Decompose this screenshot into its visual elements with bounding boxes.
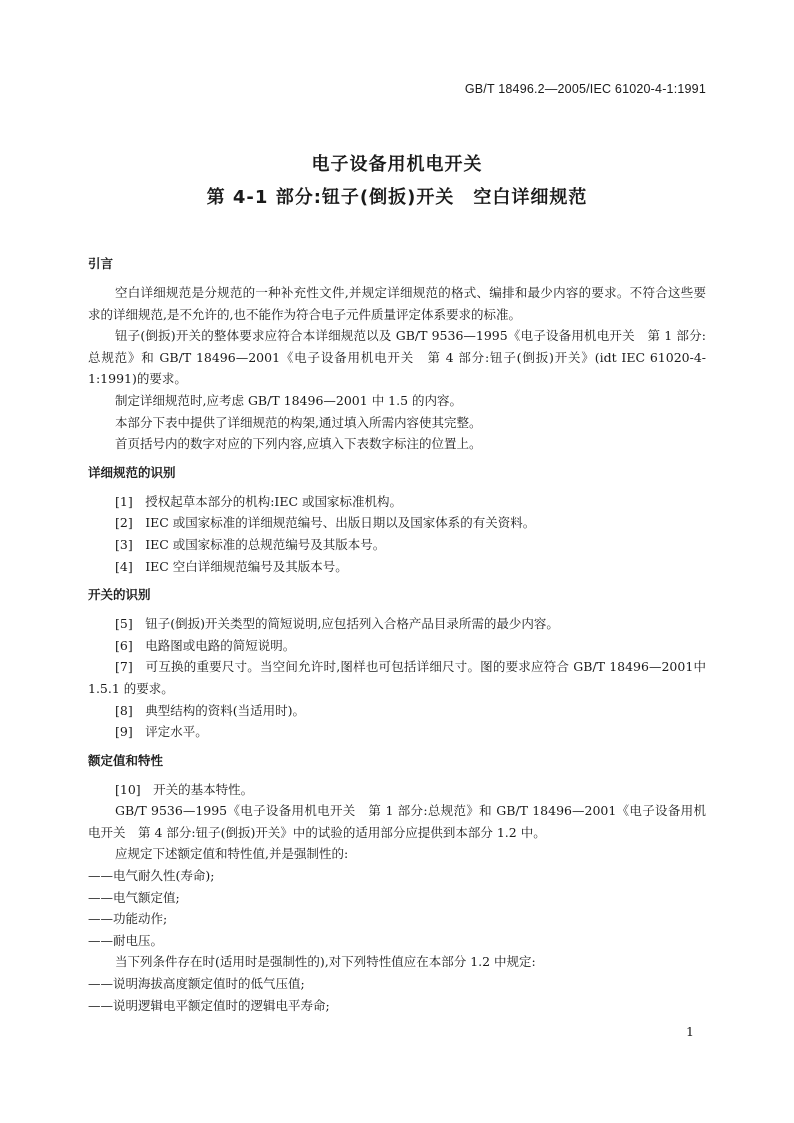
list-item: [1] 授权起草本部分的机构:IEC 或国家标准机构。 — [115, 493, 403, 509]
list-item: [3] IEC 或国家标准的总规范编号及其版本号。 — [115, 536, 386, 552]
section-heading-intro: 引言 — [88, 256, 114, 271]
intro-paragraph: 空白详细规范是分规范的一种补充性文件,并规定详细规范的格式、编排和最少内容的要求。不符合这些要求的详细规范,是不允许的,也不能作为符合电子元件质量评定体系要求的标准。 — [88, 285, 706, 322]
standard-code-header: GB/T 18496.2—2005/IEC 61020-4-1:1991 — [464, 82, 706, 96]
list-item: [9] 评定水平。 — [115, 724, 208, 740]
dash-list-item: ——耐电压。 — [88, 932, 164, 948]
dash-list-item: ——说明海拔高度额定值时的低气压值; — [88, 976, 305, 992]
document-subtitle: 第 4-1 部分:钮子(倒扳)开关 空白详细规范 — [206, 187, 588, 208]
dash-list-item: ——说明逻辑电平额定值时的逻辑电平寿命; — [88, 997, 330, 1013]
list-item: [7] 可互换的重要尺寸。当空间允许时,图样也可包括详细尺寸。图的要求应符合 GB/T 18496—2001中 1.5.1 的要求。 — [88, 659, 706, 696]
intro-paragraph: 制定详细规范时,应考虑 GB/T 18496—2001 中 1.5 的内容。 — [115, 392, 463, 408]
section-heading-ratings: 额定值和特性 — [88, 752, 164, 768]
list-item: [8] 典型结构的资料(当适用时)。 — [115, 702, 305, 718]
list-item: [10] 开关的基本特性。 — [115, 781, 254, 797]
intro-paragraph: 本部分下表中提供了详细规范的构架,通过填入所需内容使其完整。 — [115, 414, 482, 430]
dash-list-item: ——电气额定值; — [88, 889, 180, 905]
intro-paragraph: 钮子(倒扳)开关的整体要求应符合本详细规范以及 GB/T 9536—1995《电子设备用机电开关 第 1 部分:总规范》和 GB/T 18496—2001《电子设备用机电开关 第 4 部分:钮子(倒扳)开关》(idt IEC 61020-4-1:1991)的要求。 — [88, 328, 706, 387]
page-number: 1 — [686, 1024, 694, 1039]
list-item: [6] 电路图或电路的简短说明。 — [115, 637, 296, 653]
section-heading-identification: 详细规范的识别 — [88, 464, 176, 480]
ratings-paragraph: 应规定下述额定值和特性值,并是强制性的: — [115, 846, 349, 862]
list-item: [4] IEC 空白详细规范编号及其版本号。 — [115, 558, 348, 574]
ratings-paragraph: 当下列条件存在时(适用时是强制性的),对下列特性值应在本部分 1.2 中规定: — [115, 954, 536, 970]
document-title: 电子设备用机电开关 — [311, 154, 483, 175]
document-body — [88, 254, 706, 1016]
section-heading-switch-identification: 开关的识别 — [88, 587, 151, 603]
dash-list-item: ——功能动作; — [88, 911, 168, 927]
list-item: [2] IEC 或国家标准的详细规范编号、出版日期以及国家体系的有关资料。 — [115, 515, 536, 531]
list-item: [5] 钮子(倒扳)开关类型的简短说明,应包括列入合格产品目录所需的最少内容。 — [115, 616, 559, 632]
dash-list-item: ——电气耐久性(寿命); — [88, 868, 215, 884]
intro-paragraph: 首页括号内的数字对应的下列内容,应填入下表数字标注的位置上。 — [115, 436, 482, 452]
ratings-paragraph: GB/T 9536—1995《电子设备用机电开关 第 1 部分:总规范》和 GB/T 18496—2001《电子设备用机电开关 第 4 部分:钮子(倒扳)开关》中的试验的适用部分应提供到本部分 1.2 中。 — [88, 803, 706, 840]
